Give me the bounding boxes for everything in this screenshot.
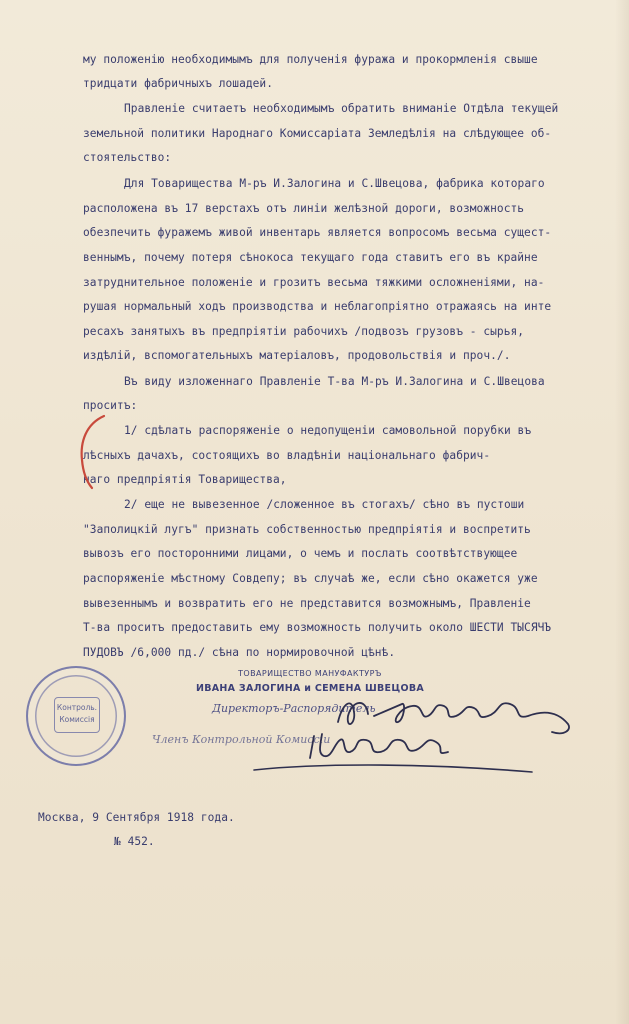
text-line: ПУДОВЪ /6,000 пд./ сѣна по нормировочной цѣнѣ. [83,646,396,659]
stamp-inner-box [54,697,100,733]
text-line: распоряженіе мѣстному Совдепу; въ случаѣ же, если сѣно окажется уже [83,572,538,585]
text-line: вывозъ его посторонними лицами, о чемъ и послать соотвѣтствующее [83,547,518,560]
commission-signature [250,722,540,784]
text-line: Правленіе считаетъ необходимымъ обратить вниманіе Отдѣла текущей [124,102,559,115]
text-line: земельной политики Народнаго Комиссаріата Земледѣлія на слѣдующее об- [83,127,552,140]
stamp-text: Контроль. [56,703,98,712]
firm-name-line: ТОВАРИЩЕСТВО МАНУФАКТУРЪ [238,669,382,678]
text-line: затруднительное положеніе и грозитъ весьма тяжкими осложненіями, на- [83,276,545,289]
text-line: вывезеннымъ и возвратить его не представится возможнымъ, Правленіе [83,597,531,610]
text-line: Въ виду изложеннаго Правленіе Т-ва М-ръ И.Залогина и С.Швецова [124,375,545,388]
director-title: Директоръ-Распорядитель [212,702,376,715]
text-line: стоятельство: [83,151,172,164]
text-line: 2/ еще не вывезенное /сложенное въ стогахъ/ сѣно въ пустоши [124,498,525,511]
text-line: рушая нормальный ходъ производства и неблагопріятно отражаясь на инте [83,300,552,313]
text-line: Для Товарищества М-ръ И.Залогина и С.Швецова, фабрика котораго [124,177,545,190]
commission-title: Членъ Контрольной Комиссіи [152,733,331,746]
firm-name-line: ИВАНА ЗАЛОГИНА и СЕМЕНА ШВЕЦОВА [195,683,425,694]
text-line: 1/ сдѣлать распоряженіе о недопущеніи самовольной порубки въ [124,424,532,437]
stamp-text: Комиссія [59,715,95,724]
text-line: издѣлій, вспомогательныхъ матеріаловъ, продовольствія и проч./. [83,349,511,362]
text-line: му положенію необходимымъ для полученія фуража и прокормленія свыше [83,53,538,66]
text-line: ресахъ занятыхъ въ предпріятіи рабочихъ /подвозъ грузовъ - сырья, [83,325,525,338]
text-line: "Заполицкій лугъ" признать собственностью предпріятія и воспретить [83,523,531,536]
text-line: проситъ: [83,399,138,412]
text-line: Т-ва проситъ предоставить ему возможность получить около ШЕСТИ ТЫСЯЧЪ [83,621,552,634]
document-number: № 452. [114,835,155,848]
page-edge-shadow [615,0,629,1024]
text-line: обезпечить фуражемъ живой инвентарь является вопросомъ весьма сущест- [83,226,552,239]
round-stamp [26,666,126,766]
place-and-date: Москва, 9 Сентября 1918 года. [38,811,235,824]
text-line: веннымъ, почему потеря сѣнокоса текущаго года ставитъ его въ крайне [83,251,538,264]
text-line: расположена въ 17 верстахъ отъ линіи желѣзной дороги, возможность [83,202,525,215]
text-line: лѣсныхъ дачахъ, состоящихъ во владѣніи національнаго фабрич- [83,449,491,462]
text-line: тридцати фабричныхъ лошадей. [83,77,273,90]
text-line: наго предпріятія Товарищества, [83,473,287,486]
